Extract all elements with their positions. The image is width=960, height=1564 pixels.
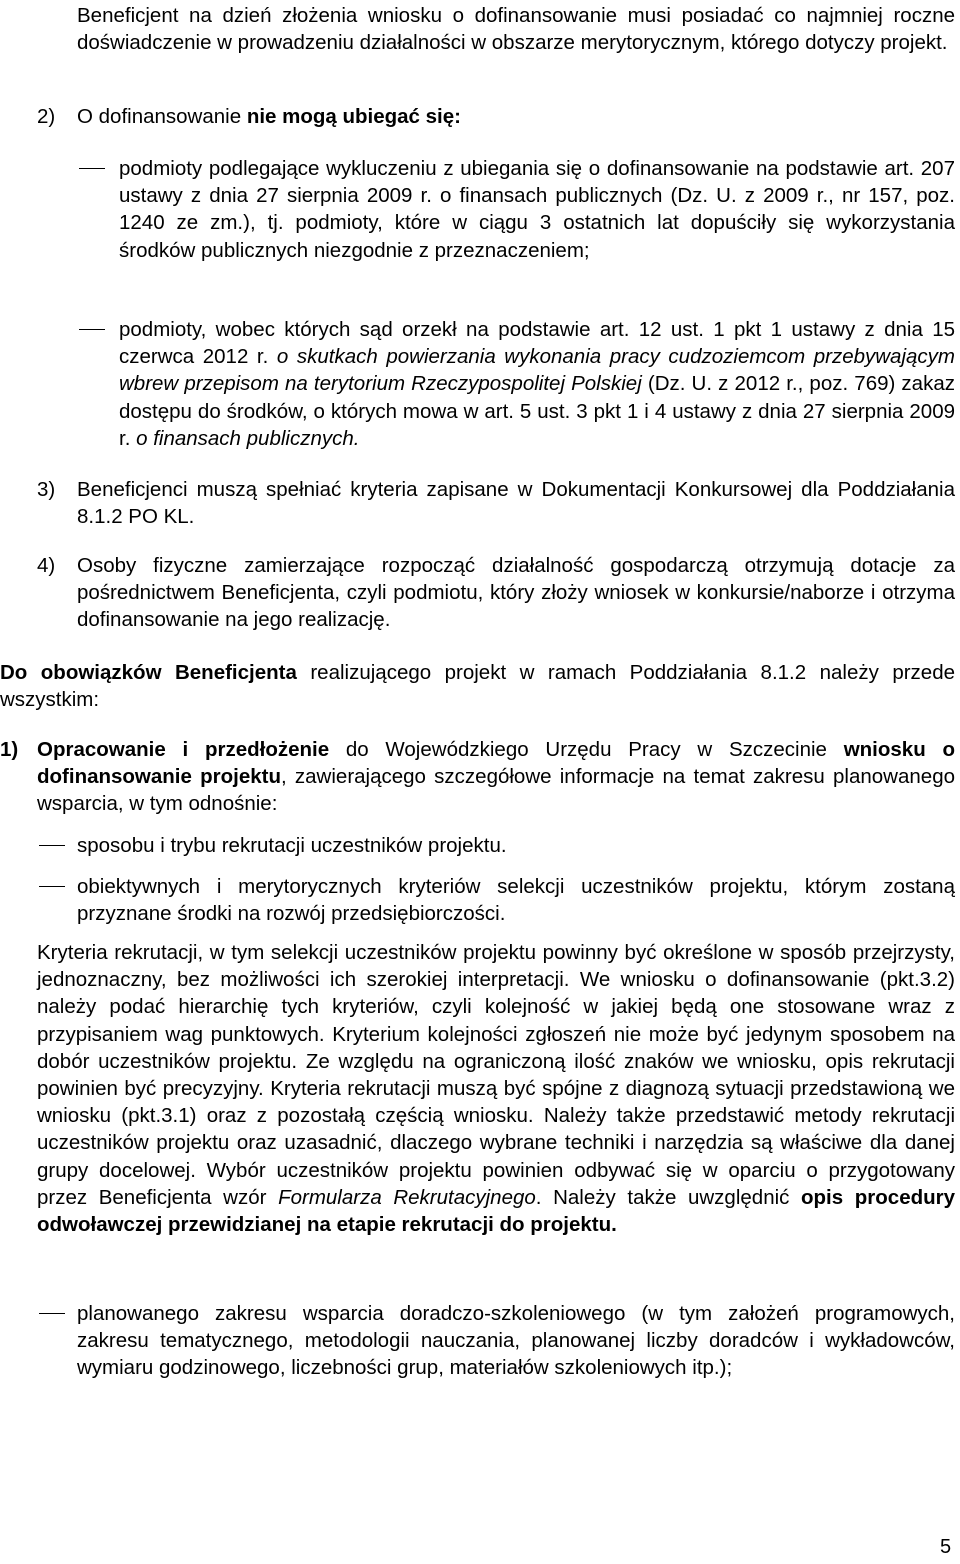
last-item-paragraph: planowanego zakresu wsparcia doradczo-szkoleniowego (w tym założeń programowych, zakresu tematycznego, metodologii nauczania, planowanej liczby doradców i wykładowców, wymiaru godzinowego, liczebności grup, materiałów szkoleniowych itp.); (77, 1302, 955, 1380)
duty-1-item-1: sposobu i trybu rekrutacji uczestników projektu. (77, 834, 507, 857)
duty-1-bold-b: wniosku o dofinansowanie projektu (37, 738, 955, 789)
page-number: 5 (940, 1536, 952, 1558)
duty-1-number: 1) (0, 738, 19, 761)
bullet-dash (39, 886, 65, 887)
section-3-paragraph: Beneficjenci muszą spełniać kryteria zapisane w Dokumentacji Konkursowej dla Poddziałania 8.1.2 PO KL. (77, 478, 955, 529)
duty-1-text-a: do Wojewódzkiego Urzędu Pracy w Szczecinie (329, 738, 844, 761)
bullet-dash (39, 845, 65, 846)
criteria-bold: opis procedury odwoławczej przewidzianej na etapie rekrutacji do projektu. (37, 1185, 956, 1237)
section-2-item-2-act-title: o skutkach powierzania wykonania pracy cudzoziemcom przebywającym wbrew przepisom na terytorium Rzeczypospolitej Polskiej (119, 345, 955, 396)
section-2-heading (77, 103, 955, 130)
section-2-number: 2) (37, 105, 56, 128)
section-2-lead-bold: nie mogą ubiegać się: (246, 105, 461, 128)
bullet-dash (39, 1313, 65, 1314)
section-2-item-2-text-b: (Dz. U. z 2012 r., poz. 769) zakaz dostępu do środków, o których mowa w art. 5 ust. 3 pkt 1 i 4 ustawy z dnia 27 sierpnia 2009 r. (119, 372, 955, 450)
section-2-item-2 (119, 316, 955, 452)
obligations-bold: Do obowiązków Beneficjenta (0, 661, 297, 684)
section-3-number: 3) (37, 478, 56, 501)
section-2-item-2-act-title-2: o finansach publicznych. (136, 426, 360, 450)
bullet-dash (79, 329, 105, 330)
criteria-paragraph (37, 939, 955, 1238)
bullet-dash (79, 168, 105, 169)
criteria-text-a: Kryteria rekrutacji, w tym selekcji uczestników projektu powinny być określone w sposób przejrzysty, jednoznaczny, bez możliwości ich szerokiej interpretacji. We wniosku o dofinansowanie (pkt.3.2) należy podać hierarchię tych kryteriów, czyli kolejność w jakiej będą one stosowane wraz z przypisaniem wag punktowych. Kryterium kolejności zgłoszeń nie może być jedynym sposobem na dobór uczestników projektu. Ze względu na ograniczoną ilość znaków we wniosku, opis rekrutacji powinien być precyzyjny. Kryteria rekrutacji muszą być spójne z diagnozą sytuacji przedstawioną we wniosku (pkt.3.1) oraz z pozostałą częścią wniosku. Należy także przedstawić metody rekrutacji uczestników projektu oraz uzasadnić, dlaczego wybrane techniki i narzędzia są właściwe dla danej grupy docelowej. Wybór uczestników projektu powinien odbywać się w oparciu o przygotowany przez Beneficjenta wzór (37, 941, 955, 1209)
duty-1-bold-a: Opracowanie i przedłożenie (37, 738, 330, 761)
duty-1-text-b: , zawierającego szczegółowe informacje na temat zakresu planowanego wsparcia, w tym odnośnie: (37, 765, 955, 816)
section-4-number: 4) (37, 554, 56, 577)
duty-1-paragraph (37, 736, 955, 818)
obligations-paragraph (0, 659, 955, 713)
criteria-text-b: . Należy także uwzględnić (535, 1185, 802, 1209)
intro-paragraph: Beneficjent na dzień złożenia wniosku o dofinansowanie musi posiadać co najmniej roczne doświadczenie w prowadzeniu działalności w obszarze merytorycznym, którego dotyczy projekt. (77, 4, 955, 55)
section-4-paragraph: Osoby fizyczne zamierzające rozpocząć działalność gospodarczą otrzymują dotacje za pośrednictwem Beneficjenta, czyli podmiotu, który złoży wniosek w konkursie/naborze i otrzyma dofinansowanie na jego realizację. (77, 554, 955, 632)
obligations-text: realizującego projekt w ramach Poddziałania 8.1.2 należy przede wszystkim: (0, 661, 955, 712)
section-2-item-1: podmioty podlegające wykluczeniu z ubiegania się o dofinansowanie na podstawie art. 207 ustawy z dnia 27 sierpnia 2009 r. o finansach publicznych (Dz. U. z 2009 r., nr 157, poz. 1240 ze zm.), tj. podmioty, które w ciągu 3 ostatnich lat dopuściły się wykorzystania środków publicznych niezgodnie z przeznaczeniem; (119, 157, 955, 262)
criteria-form-name: Formularza Rekrutacyjnego (278, 1185, 536, 1209)
section-2-item-2-text-a: podmioty, wobec których sąd orzekł na podstawie art. 12 ust. 1 pkt 1 ustawy z dnia 15 czerwca 2012 r. (119, 318, 955, 369)
section-2-lead: O dofinansowanie (77, 105, 247, 128)
duty-1-item-2: obiektywnych i merytorycznych kryteriów selekcji uczestników projektu, którym zostaną przyznane środki na rozwój przedsiębiorczości. (77, 875, 955, 926)
